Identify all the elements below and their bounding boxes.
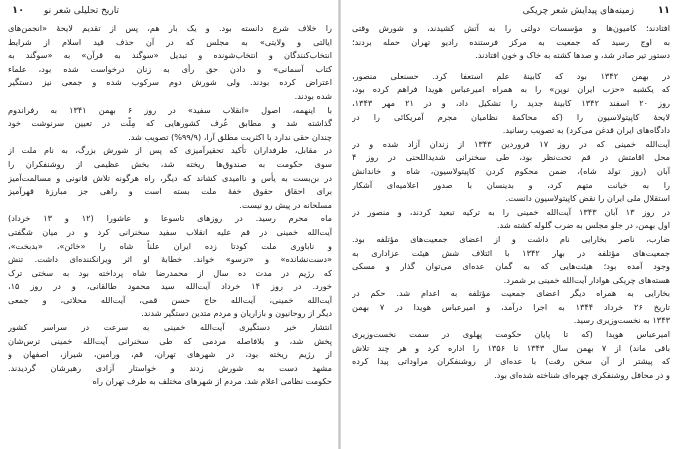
text-line: و ناباوری ملت کودتا زده ایران علناً شاه را «خائن»، «بدبخت»،	[8, 240, 332, 251]
text-line: از رژیم ریخته بود، در شهرهای تهران، قم، ورامین، شیراز، اصفهان و	[8, 349, 332, 360]
text-line: در بن‌بست به یأس و ناامیدی کشاند که دیگر، راه هرگونه تلاش قانونی و مسالمت‌آمیز	[8, 172, 332, 183]
text-line: ماه محرم رسید. در روزهای تاسوعا و عاشورا (۱۲ و ۱۳ خرداد)	[8, 213, 332, 224]
text-line: روز ۲۰ اسفند ۱۳۴۲ کابینهٔ جدید را تشکیل داد، و در ۲۱ مهر ۱۳۴۳،	[352, 97, 670, 108]
text-line: انتشار خبر دستگیری آیت‌الله خمینی به سرعت در سراسر کشور	[8, 322, 332, 333]
text-line: که رژیم در مدت ده سال از محمدرضا شاه پرداخته بود به سختی ترک	[8, 267, 332, 278]
right-page	[352, 0, 670, 449]
text-line: در مقابل، طرفداران تأکید تحقیرآمیزی که پس از شورش بزرگ، به نام ملت از	[8, 145, 332, 156]
text-line: انتخاب‌کنندگان و انتخاب‌شونده و تبدیل «سوگند به قرآن» به «سوگند به	[8, 50, 332, 61]
text-line: آبان (روز تولد شاه)، ضمن محکوم کردن کاپیتولاسیون، شاه و خاندانش	[352, 165, 670, 176]
text-line: امیرعباس هویدا (که تا پایان حکومت پهلوی در سمت نخست‌وزیری	[352, 329, 670, 340]
text-line: آیت‌الله خمینی در قم علیه انقلاب سفید سخنرانی کرد و در میان شگفتی	[8, 226, 332, 237]
text-line: «دست‌نشانده» و «ترسو» خواند. خطابهٔ او اثر ویرانکننده‌ای داشت. تنش	[8, 254, 332, 265]
text-line: باقی ماند) از ۷ بهمن سال ۱۳۴۳ تا ۱۳۵۶ را اداره کرد و هر چند تلاش	[352, 342, 670, 353]
text-line: مشهد دست به شورش زدند و خواستار آزادی رهبرشان گردیدند.	[8, 362, 332, 373]
text-line: با اینهمه، اصول «انقلاب سفید» در روز ۶ بهمن ۱۳۴۱ به رفراندوم	[8, 104, 332, 115]
text-line: هسته‌های چریکی هوادار آیت‌الله خمینی بر شمرد.	[503, 274, 670, 285]
text-line: چندان حقی ندارد با اکثریت مطلق آرا، (۹۹/۹%) تصویب شد.	[128, 131, 332, 142]
text-line: آیت‌الله خمینی که در روز ۱۷ فروردین ۱۳۴۳ از زندان آزاد شده و در	[352, 138, 670, 149]
text-line: محل اقامتش در قم تحت‌نظر بود، طی سخنرانی شدیداللحنی در روز ۴	[352, 152, 670, 163]
page-text	[352, 22, 670, 447]
text-line: را خلاف شرع دانسته بود. و یک بار هم، پس از تقدیم لایحهٔ «انجمن‌های	[8, 23, 332, 33]
text-line: بخارایی به همراه دیگر اعضای جمعیت مؤتلفه به اعدام شد. حکم در	[352, 288, 670, 299]
text-line: خورد. در روز ۱۴ خرداد آیت‌الله سید محمود طالقانی، و در روز ۱۵،	[8, 281, 332, 292]
paragraph-gap	[352, 63, 670, 70]
text-line: ۱۳۴۳ به نخست‌وزیری رسید.	[573, 315, 670, 326]
page-text	[8, 22, 332, 447]
text-line: و در محافل روشنفکری چهره‌ای شناخته شده‌ای بود.	[494, 369, 670, 380]
running-title: زمینه‌های پیدایش شعر چریکی	[522, 6, 634, 16]
text-line: به اوج رسید که جمعیت به مرکز فرستنده رادیو تهران حمله بردند؛	[352, 36, 670, 47]
text-line: در بهمن ۱۳۴۲ بود که کابینهٔ علم استعفا کرد. حسنعلی منصور،	[352, 70, 670, 81]
text-line: دادگاه‌های ایران قدغن می‌کرد) به تصویب رسانید.	[502, 125, 670, 136]
text-line: را به خیانت متهم کرد، و بدینسان با صدور اعلامیه‌ای آشکار	[352, 179, 670, 190]
text-line: ایالتی و ولایتی» به مجلس که در آن حذف قید اسلام از شرایط	[8, 36, 332, 47]
page-header	[352, 4, 670, 18]
text-line: کتاب آسمانی» و دادن حق رأی به زنان درخواست شده بود، علماء	[8, 63, 332, 74]
page-header	[4, 4, 332, 18]
text-line: دیگر از روحانیون و بازاریان و مردم متدین دستگیر شدند.	[141, 308, 332, 319]
text-line: شده بودند.	[294, 90, 332, 101]
book-spine	[338, 0, 341, 449]
text-line: تاریخ ۲۶ خرداد ۱۳۴۴ به اجرا درآمد، و امیرعباس هویدا در ۷ بهمن	[352, 301, 670, 312]
left-page	[4, 0, 332, 449]
text-line: ضارب، ناصر بخارایی نام داشت و از اعضای جمعیت‌های مؤتلفه بود.	[352, 233, 670, 244]
text-line: در روز ۱۳ آبان ۱۳۴۳ آیت‌الله خمینی را به ترکیه تبعید کردند، و منصور در	[352, 206, 670, 217]
text-line: که یکشبه «حزب ایران نوین» را به همراه امیرعباس هویدا فراهم کرده بود،	[352, 84, 670, 95]
text-line: گذاشته شد و مطابق عُرف کشورهایی که مِلَّت در تعیین سرنوشت خود	[8, 118, 332, 129]
page-number: ۱۰	[12, 5, 25, 16]
page-number: ۱۱	[657, 5, 670, 16]
text-line: جمعیت‌های مؤتلفه در بهار ۱۳۴۲ با ائتلاف شش هیئت عزاداری به	[352, 247, 670, 258]
text-line: که پیشتر از آن سخن رفت) با عده‌ای از روشنفکران مراوداتی پیدا کرده	[352, 356, 670, 367]
text-line: مسلحانه در پیش رو نیست.	[239, 199, 332, 210]
text-line: برای احقاق حقوق خفهٔ ملت بسته است و راهی جز مبارزهٔ قهرآمیز	[8, 186, 332, 197]
text-line: وجود آمده بود؛ هیئت‌هایی که به گمان عده‌ای می‌توان گذار و مسکی	[352, 261, 670, 272]
text-line: سوی حکومت به صندوق‌ها ریخته شد، بخش عظیمی از روشنفکران را	[8, 158, 332, 169]
text-line: استقلال ملی ایران را نقض کاپیتولاسیون دانست.	[505, 193, 670, 204]
text-line: دستور تیر صادر شد، و صدها کشته به خاک و خون افتادند.	[475, 50, 670, 61]
text-line: پخش شد، و بلافاصله مردمی که طی سخنرانی آیت‌الله خمینی ترس‌شان	[8, 335, 332, 346]
running-title: تاریخ تحلیلی شعر نو	[44, 6, 119, 16]
text-line: اول بهمن، در جلو مجلس به ضرب گلوله کشته شد.	[496, 220, 670, 231]
text-line: آیت‌الله خمینی، آیت‌الله حاج حسن قمی، آیت‌الله محلاتی، و جمعی	[8, 294, 332, 305]
text-line: اعتراض کرده بودند. ولی شورش دوم سرکوب شده و جمعی نیز دستگیر	[8, 77, 332, 88]
text-line: افتادند؛ کامیون‌ها و مؤسسات دولتی را به آتش کشیدند، و شورش وقتی	[352, 23, 670, 33]
text-line: لایحهٔ کاپیتولاسیون را (که محاکمهٔ نظامیان مجرم آمریکائی را در	[352, 111, 670, 122]
text-line: حکومت نظامی اعلام شد. مردم از شهرهای مختلف به طرف تهران راه	[92, 376, 332, 387]
